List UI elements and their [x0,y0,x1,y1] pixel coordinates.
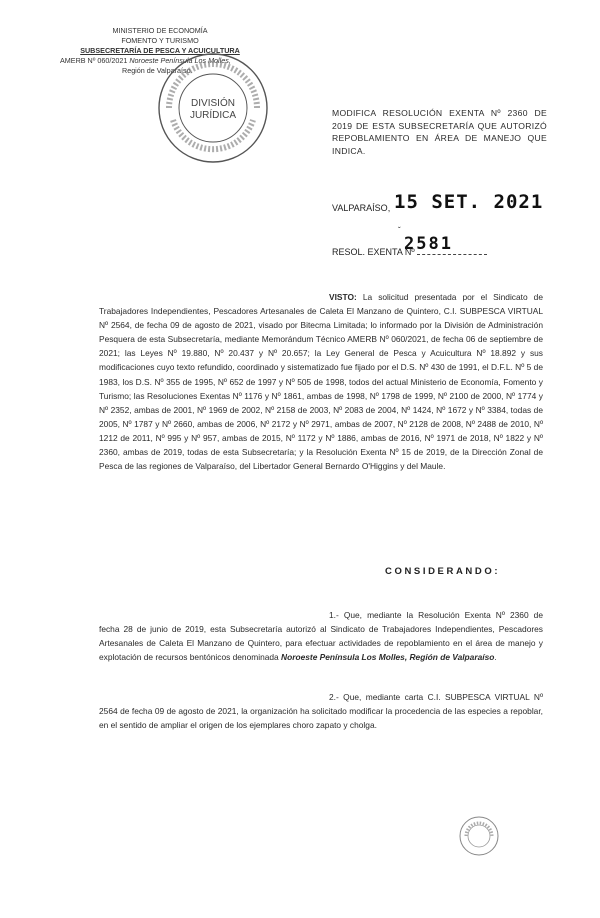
item-1-area-name: Noroeste Península Los Molles, Región de Valparaíso [281,652,495,663]
reference-region: Región de Valparaíso. [122,66,193,75]
resolution-line [332,247,487,257]
resolution-blank-line [417,254,487,255]
ministry-name: MINISTERIO DE ECONOMÍA [112,26,208,35]
visto-paragraph [99,290,543,473]
document-title: MODIFICA RESOLUCIÓN EXENTA Nº 2360 DE 2019 DE ESTA SUBSECRETARÍA QUE AUTORIZÓ REPOBLAMIENTO EN ÁREA DE MANEJO QUE INDICA. [332,108,547,156]
reference-code: AMERB Nº 060/2021 [60,56,128,65]
item-1-text: 1.- Que, mediante la Resolución Exenta Nº 2360 de fecha 28 de junio de 2019, esta Subsecretaría autorizó al Sindicato de Trabajadores Independientes, Pescadores Artesanales de Caleta El Manzano de Quintero, para efectuar actividades de repoblamiento en el área de manejo y explotación de recursos bentónicos denominada [99,610,543,663]
considerando-item-2 [99,690,543,732]
subsecretaria-name: SUBSECRETARÍA DE PESCA Y ACUICULTURA [80,46,240,55]
item-2-text: 2.- Que, mediante carta C.I. SUBPESCA VIRTUAL Nº 2564 de fecha 09 de agosto de 2021, la organización ha solicitado modificar la procedencia de las especies a repoblar, en el sentido de ampliar el origen de los ejemplares choro zapato y cholga. [99,692,543,731]
place-label: VALPARAÍSO, [332,203,391,213]
considerando-item-1: 1.- Que, mediante la Resolución Exenta Nº 2360 de fecha 28 de junio de 2019, esta Subsecretaría autorizó al Sindicato de Trabajadores Independientes, Pescadores Artesanales de Caleta El Manzano de Quintero, para efectuar actividades de repoblamiento en el área de manejo y explotación de recursos bentónicos denominada Noroeste Península Los Molles, Región de Valparaíso. [99,610,543,663]
division-juridica-seal [153,48,273,168]
considerando-heading: CONSIDERANDO: [385,566,501,577]
resolution-label: RESOL. EXENTA Nº [332,247,415,257]
seal-text-2: JURÍDICA [189,110,237,121]
stamped-date: 15 SET. 2021 [394,191,544,213]
seal-text-1: DIVISIÓN [191,98,235,109]
ministry-name-2: FOMENTO Y TURISMO [121,36,199,45]
tick-mark: ˇ [398,226,401,235]
visto-text: La solicitud presentada por el Sindicato de Trabajadores Independientes, Pescadores Artesanales de Caleta El Manzano de Quintero, C.I. SUBPESCA VIRTUAL Nº 2564, de fecha 09 de agosto de 2021, visado por Bitecma Limitada; lo informado por la División de Administración Pesquera de esta Subsecretaría, mediante Memorándum Técnico AMERB Nº 060/2021, de fecha 06 de septiembre de 2021; las Leyes Nº 19.880, Nº 20.437 y Nº 20.657; la Ley General de Pesca y Acuicultura Nº 18.892 y sus modificaciones cuyo texto refundido, coordinado y sistematizado fue fijado por el D.S. Nº 430 de 1991, el D.F.L. Nº 5 de 1983, los D.S. Nº 355 de 1995, Nº 652 de 1997 y Nº 505 de 1998, todos del actual Ministerio de Economía, Fomento y Turismo; las Resoluciones Exentas Nº 1176 y Nº 1861, ambas de 1998, Nº 1798 de 1999, Nº 2100 de 2000, Nº 1774 y Nº 2352, ambas de 2001, Nº 1969 de 2002, Nº 2158 de 2003, Nº 2083 de 2004, Nº 1424, Nº 1672 y Nº 3384, todas de 2005, Nº 1787 y Nº 2660, ambas de 2006, Nº 2172 y Nº 2971, ambas de 2007, Nº 2128 de 2008, Nº 2488 de 2010, Nº 1212 de 2011, Nº 995 y Nº 957, ambas de 2015, Nº 1172 y Nº 1886, ambas de 2016, Nº 1971 de 2018, Nº 1822 y Nº 2360, ambas de 2019, todas de esta Subsecretaría; y la Resolución Exenta Nº 15 de 2019, de la Dirección Zonal de Pesca de las regiones de Valparaíso, del Libertador General Bernardo O'Higgins y del Maule. [99,292,544,472]
reference-area: Noroeste Península Los Molles, [129,56,231,65]
resolution-number: 2581 [404,234,453,254]
visto-label: VISTO: [329,292,357,302]
round-stamp-icon [458,815,500,857]
